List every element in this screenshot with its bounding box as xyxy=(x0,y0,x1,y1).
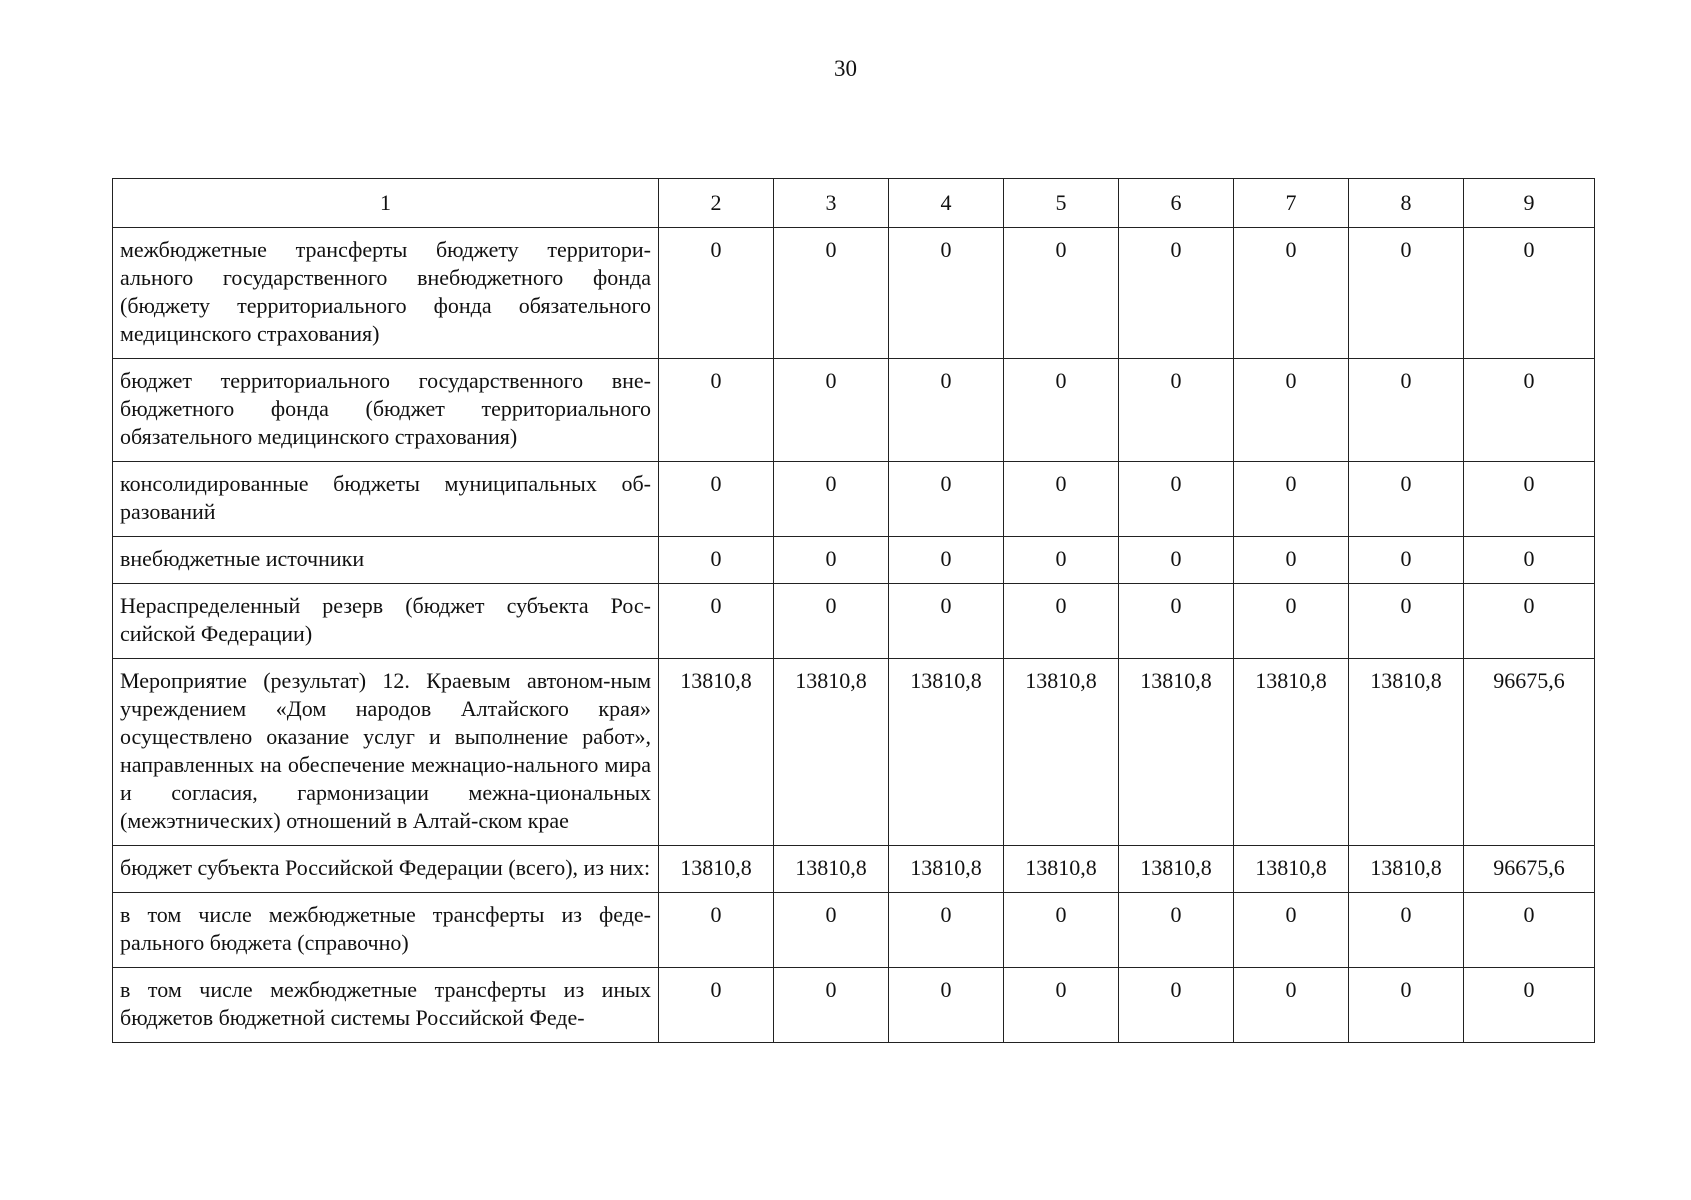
table-cell: 0 xyxy=(1234,584,1349,659)
table-cell: 0 xyxy=(1234,359,1349,462)
table-row xyxy=(113,359,1595,462)
table-cell: 96675,6 xyxy=(1464,846,1595,893)
table-cell: 0 xyxy=(1464,584,1595,659)
table-cell: 0 xyxy=(1004,968,1119,1043)
column-header: 8 xyxy=(1349,179,1464,228)
column-header: 3 xyxy=(774,179,889,228)
column-header: 2 xyxy=(659,179,774,228)
table-cell: 13810,8 xyxy=(659,846,774,893)
column-header: 7 xyxy=(1234,179,1349,228)
row-label: в том числе межбюджетные трансферты из иных бюджетов бюджетной системы Российской Феде- xyxy=(113,968,659,1043)
column-header: 6 xyxy=(1119,179,1234,228)
table-cell: 0 xyxy=(659,359,774,462)
table-cell: 0 xyxy=(889,228,1004,359)
table-cell: 0 xyxy=(1234,228,1349,359)
table-cell: 0 xyxy=(889,968,1004,1043)
table-cell: 0 xyxy=(659,228,774,359)
table-cell: 0 xyxy=(1119,968,1234,1043)
table-cell: 0 xyxy=(1004,462,1119,537)
table-cell: 0 xyxy=(1349,968,1464,1043)
table-cell: 13810,8 xyxy=(774,659,889,846)
table-cell: 0 xyxy=(1349,584,1464,659)
table-cell: 0 xyxy=(659,584,774,659)
table-cell: 96675,6 xyxy=(1464,659,1595,846)
table-cell: 0 xyxy=(1119,537,1234,584)
row-label: Нераспределенный резерв (бюджет субъекта Рос-сийской Федерации) xyxy=(113,584,659,659)
table-cell: 0 xyxy=(1464,228,1595,359)
table-cell: 0 xyxy=(659,462,774,537)
table-cell: 0 xyxy=(1464,968,1595,1043)
table-cell: 13810,8 xyxy=(774,846,889,893)
table-cell: 0 xyxy=(1004,537,1119,584)
table-cell: 13810,8 xyxy=(1004,659,1119,846)
table-cell: 0 xyxy=(1234,537,1349,584)
table-cell: 0 xyxy=(1349,893,1464,968)
table-cell: 13810,8 xyxy=(1119,846,1234,893)
table-cell: 0 xyxy=(1234,968,1349,1043)
table-row xyxy=(113,584,1595,659)
table-cell: 0 xyxy=(889,359,1004,462)
table-cell: 0 xyxy=(1119,584,1234,659)
column-header: 9 xyxy=(1464,179,1595,228)
row-label: бюджет субъекта Российской Федерации (всего), из них: xyxy=(113,846,659,893)
table-cell: 0 xyxy=(1464,893,1595,968)
row-label: консолидированные бюджеты муниципальных об-разований xyxy=(113,462,659,537)
table-cell: 13810,8 xyxy=(889,846,1004,893)
table-cell: 0 xyxy=(1004,228,1119,359)
table-cell: 13810,8 xyxy=(1234,846,1349,893)
table-row xyxy=(113,659,1595,846)
table-cell: 0 xyxy=(1349,462,1464,537)
page-number: 30 xyxy=(834,56,857,81)
table-cell: 0 xyxy=(774,537,889,584)
table-cell: 13810,8 xyxy=(659,659,774,846)
table-cell: 0 xyxy=(774,584,889,659)
table-cell: 0 xyxy=(1234,462,1349,537)
table-cell: 0 xyxy=(1349,228,1464,359)
table-row xyxy=(113,228,1595,359)
table-cell: 0 xyxy=(1004,893,1119,968)
table-cell: 0 xyxy=(1119,893,1234,968)
row-label: Мероприятие (результат) 12. Краевым автоном-ным учреждением «Дом народов Алтайского края» осуществлено оказание услуг и выполнение работ», направленных на обеспечение межнацио-нального мира и согласия, гармонизации межна-циональных (межэтнических) отношений в Алтай-ском крае xyxy=(113,659,659,846)
table-cell: 0 xyxy=(1119,462,1234,537)
table-cell: 0 xyxy=(1349,537,1464,584)
table-cell: 13810,8 xyxy=(1119,659,1234,846)
table-cell: 13810,8 xyxy=(1234,659,1349,846)
column-header: 4 xyxy=(889,179,1004,228)
table-row xyxy=(113,846,1595,893)
table-cell: 0 xyxy=(774,228,889,359)
table-cell: 0 xyxy=(1004,584,1119,659)
table-cell: 0 xyxy=(774,359,889,462)
column-header: 1 xyxy=(113,179,659,228)
table-cell: 0 xyxy=(1464,462,1595,537)
table-cell: 0 xyxy=(774,462,889,537)
row-label: внебюджетные источники xyxy=(113,537,659,584)
table-row xyxy=(113,462,1595,537)
table-header-row xyxy=(113,179,1595,228)
table-cell: 0 xyxy=(1464,359,1595,462)
row-label: бюджет территориального государственного вне-бюджетного фонда (бюджет территориального обязательного медицинского страхования) xyxy=(113,359,659,462)
table-cell: 0 xyxy=(1349,359,1464,462)
table-cell: 0 xyxy=(1234,893,1349,968)
table-cell: 0 xyxy=(1464,537,1595,584)
table-cell: 0 xyxy=(1004,359,1119,462)
table-cell: 0 xyxy=(889,893,1004,968)
table-cell: 0 xyxy=(659,893,774,968)
table-row xyxy=(113,968,1595,1043)
row-label: межбюджетные трансферты бюджету территори-ального государственного внебюджетного фонда (бюджету территориального фонда обязательного медицинского страхования) xyxy=(113,228,659,359)
table-cell: 0 xyxy=(774,893,889,968)
table-cell: 13810,8 xyxy=(889,659,1004,846)
table-cell: 0 xyxy=(659,968,774,1043)
table-cell: 0 xyxy=(1119,228,1234,359)
budget-table xyxy=(112,178,1595,1043)
table-row xyxy=(113,537,1595,584)
column-header: 5 xyxy=(1004,179,1119,228)
table-cell: 13810,8 xyxy=(1349,846,1464,893)
table-cell: 0 xyxy=(889,462,1004,537)
table-cell: 0 xyxy=(774,968,889,1043)
table-cell: 0 xyxy=(659,537,774,584)
table-cell: 0 xyxy=(889,584,1004,659)
table-cell: 0 xyxy=(1119,359,1234,462)
table-row xyxy=(113,893,1595,968)
table-cell: 0 xyxy=(889,537,1004,584)
table-cell: 13810,8 xyxy=(1004,846,1119,893)
row-label: в том числе межбюджетные трансферты из феде-рального бюджета (справочно) xyxy=(113,893,659,968)
table-cell: 13810,8 xyxy=(1349,659,1464,846)
